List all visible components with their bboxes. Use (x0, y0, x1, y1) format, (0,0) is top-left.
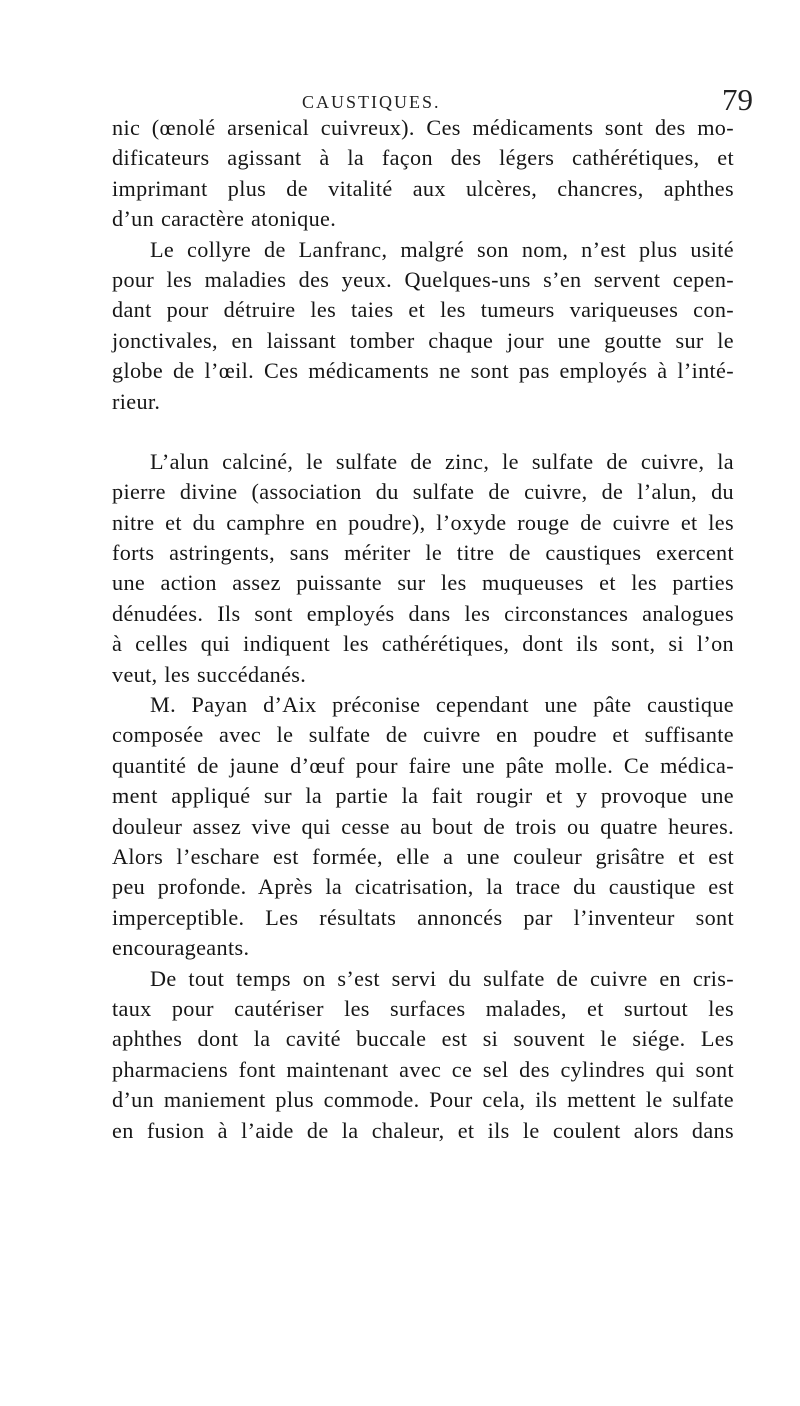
paragraph (112, 447, 734, 690)
text-line: pour les maladies des yeux. Quelques-uns s’en servent cepen- (112, 266, 734, 292)
text-line: imprimant plus de vitalité aux ulcères, chancres, aphthes (112, 175, 734, 201)
text-line: en fusion à l’aide de la chaleur, et ils le coulent alors dans (112, 1117, 734, 1143)
paragraph (112, 690, 734, 964)
paragraph (112, 113, 734, 235)
paragraph (112, 964, 734, 1146)
text-line: rieur. (112, 388, 161, 414)
running-title: CAUSTIQUES. (302, 92, 441, 112)
paragraph (112, 235, 734, 417)
text-line: dificateurs agissant à la façon des légers cathérétiques, et (112, 145, 734, 171)
text-line: composée avec le sulfate de cuivre en poudre et suffisante (112, 722, 734, 748)
text-line: nic (œnolé arsenical cuivreux). Ces médicaments sont des mo- (112, 115, 734, 140)
text-line: veut, les succédanés. (112, 661, 307, 687)
text-line: pharmaciens font maintenant avec ce sel des cylindres qui sont (112, 1056, 734, 1082)
text-line: encourageants. (112, 935, 250, 961)
text-line: d’un caractère atonique. (112, 206, 337, 232)
text-line: à celles qui indiquent les cathérétiques, dont ils sont, si l’on (112, 631, 734, 657)
text-line: forts astringents, sans mériter le titre de caustiques exercent (112, 540, 734, 566)
text-line: taux pour cautériser les surfaces malades, et surtout les (112, 995, 734, 1021)
text-line: quantité de jaune d’œuf pour faire une pâte molle. Ce médica- (112, 752, 734, 778)
text-line: dant pour détruire les taies et les tumeurs variqueuses con- (112, 297, 734, 323)
page-number: 79 (722, 82, 753, 117)
body-text (112, 113, 734, 1146)
text-line: Le collyre de Lanfranc, malgré son nom, n’est plus usité (150, 236, 734, 262)
text-line: nitre et du camphre en poudre), l’oxyde rouge de cuivre et les (112, 509, 734, 535)
text-line: dénudées. Ils sont employés dans les circonstances analogues (112, 600, 734, 626)
text-line: De tout temps on s’est servi du sulfate de cuivre en cris- (150, 965, 734, 991)
paragraph-gap (112, 417, 734, 447)
text-line: d’un maniement plus commode. Pour cela, ils mettent le sulfate (112, 1087, 734, 1113)
text-line: peu profonde. Après la cicatrisation, la trace du caustique est (112, 874, 734, 900)
text-line: douleur assez vive qui cesse au bout de trois ou quatre heures. (112, 813, 734, 839)
text-line: imperceptible. Les résultats annoncés par l’inventeur sont (112, 904, 734, 930)
text-line: pierre divine (association du sulfate de cuivre, de l’alun, du (112, 479, 734, 505)
text-line: Alors l’eschare est formée, elle a une couleur grisâtre et est (112, 843, 734, 869)
text-line: M. Payan d’Aix préconise cependant une pâte caustique (150, 692, 734, 718)
text-line: globe de l’œil. Ces médicaments ne sont pas employés à l’inté- (112, 358, 734, 384)
text-line: L’alun calciné, le sulfate de zinc, le sulfate de cuivre, la (150, 448, 734, 474)
text-line: une action assez puissante sur les muqueuses et les parties (112, 570, 734, 596)
text-line: aphthes dont la cavité buccale est si souvent le siége. Les (112, 1026, 734, 1052)
text-line: jonctivales, en laissant tomber chaque jour une goutte sur le (112, 327, 734, 353)
text-line: ment appliqué sur la partie la fait rougir et y provoque une (112, 783, 734, 809)
